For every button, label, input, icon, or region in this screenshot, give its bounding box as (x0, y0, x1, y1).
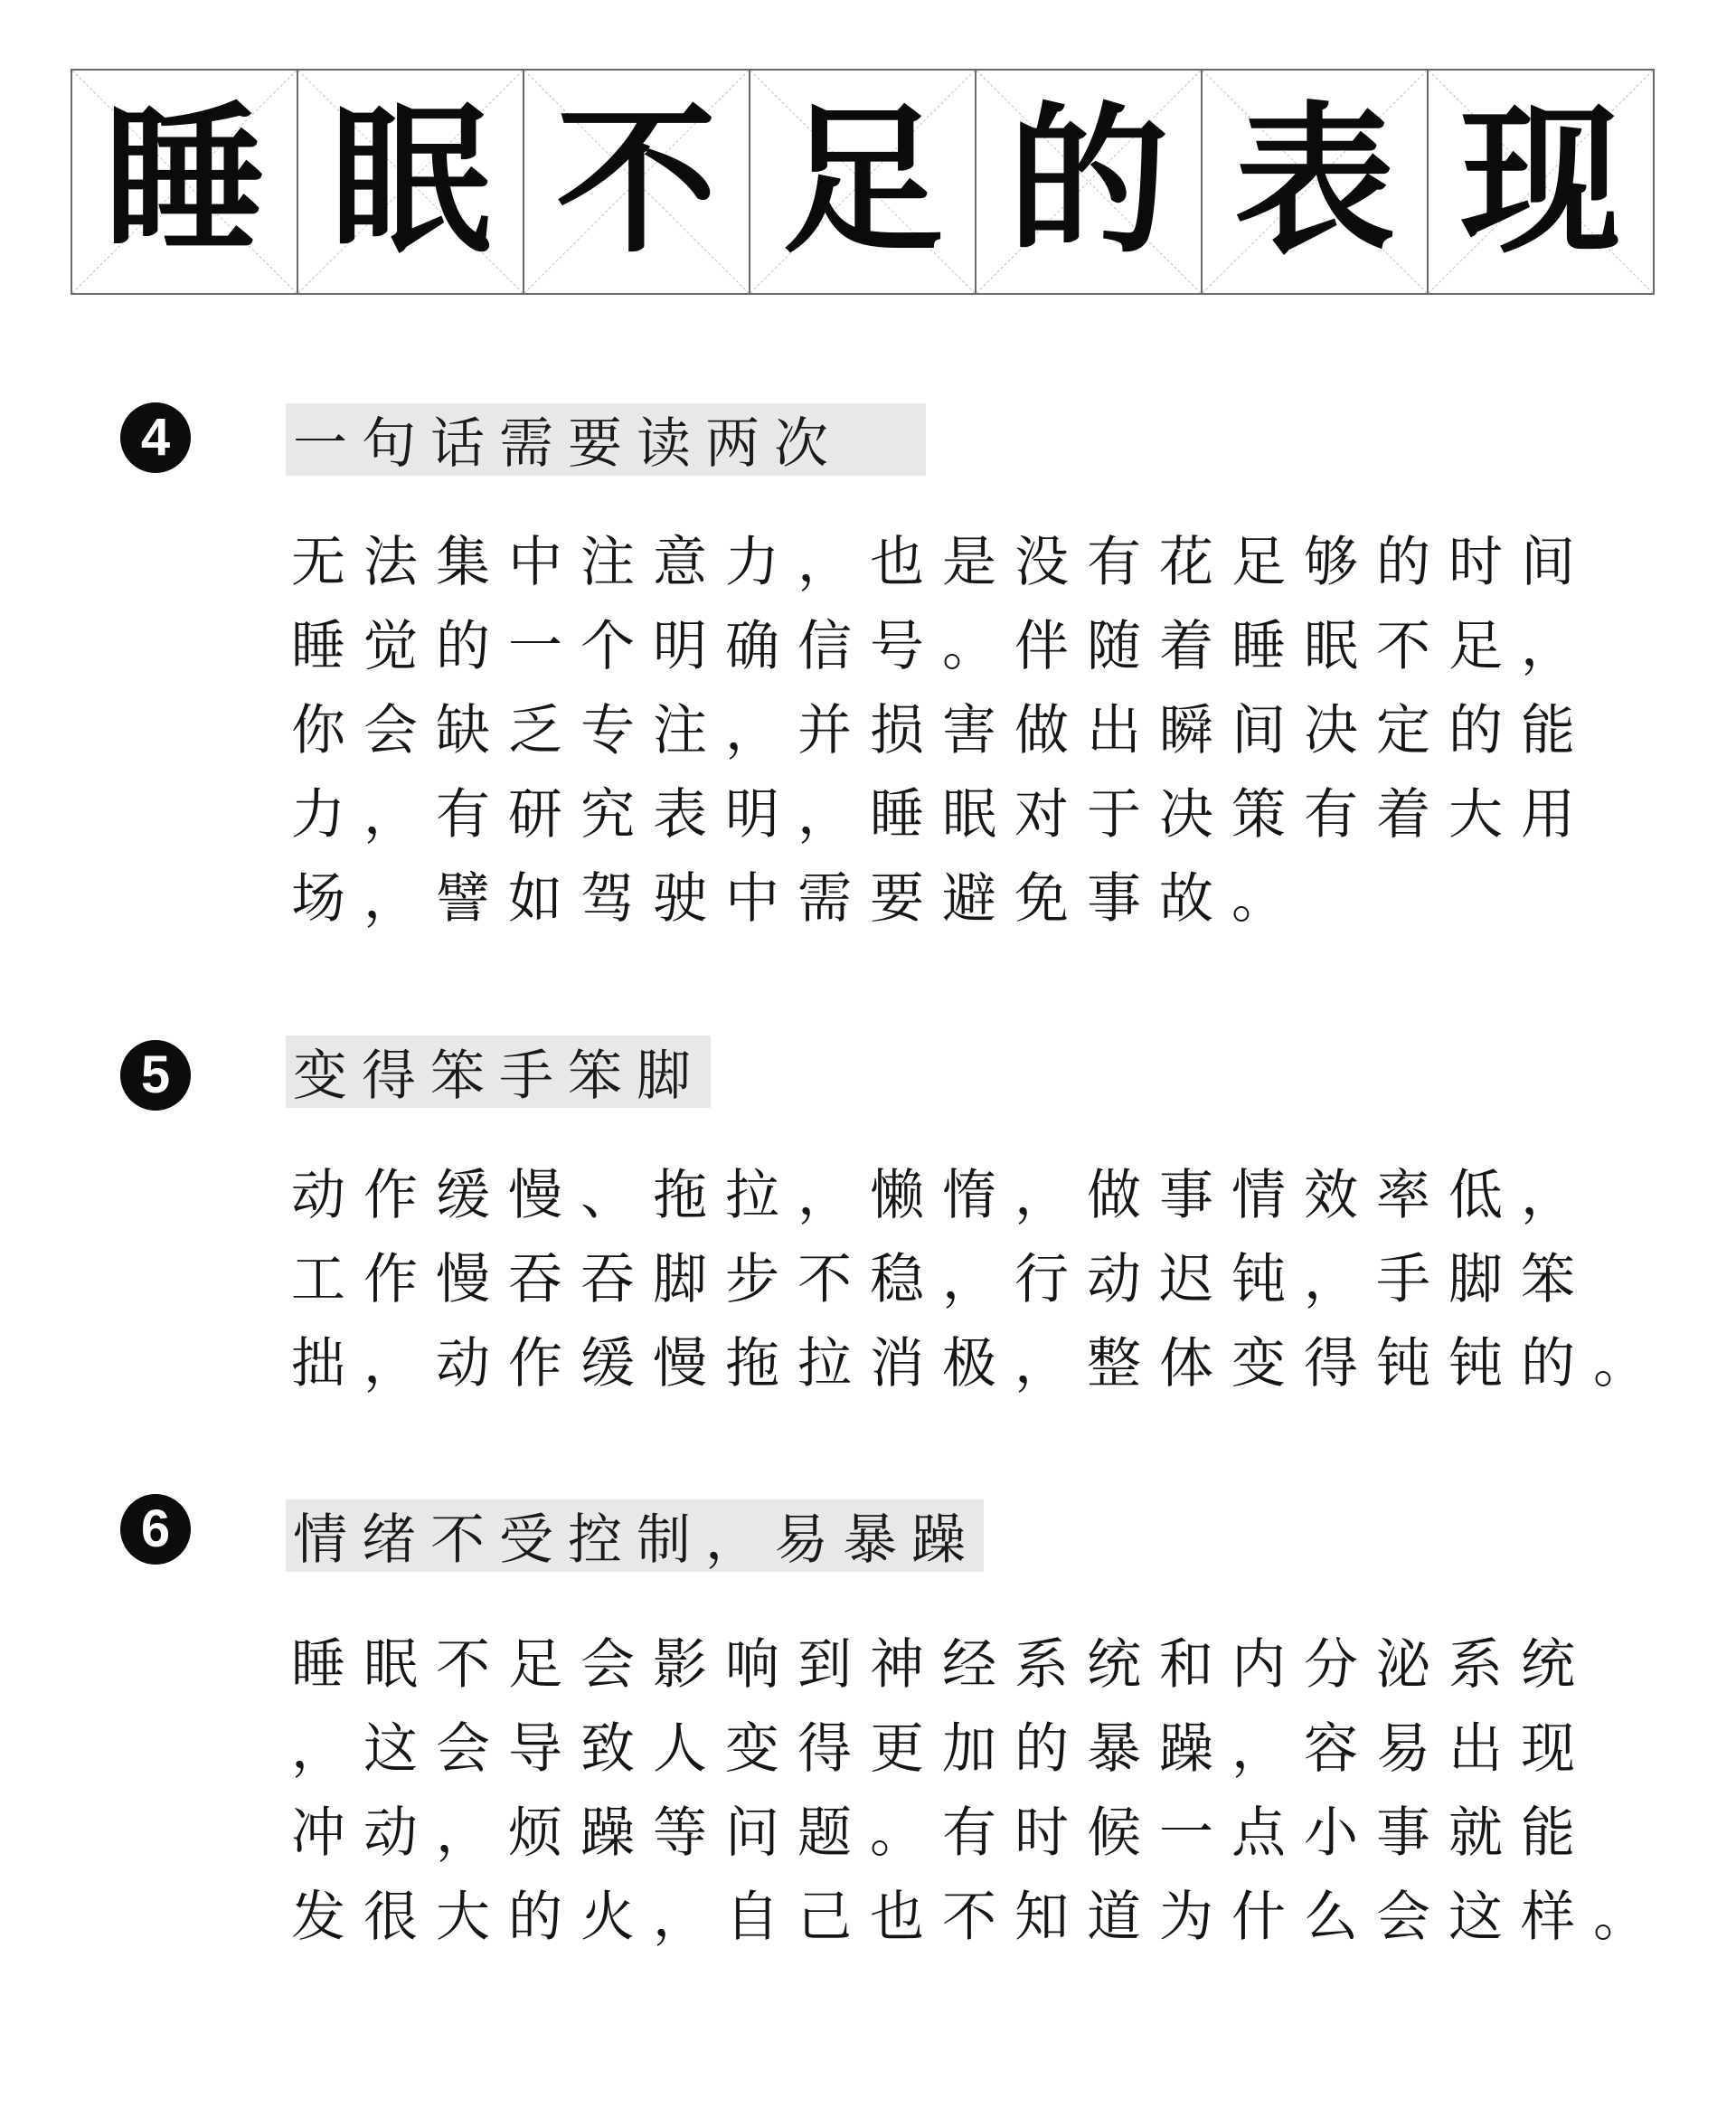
title-char: 现 (1460, 88, 1621, 275)
title-char: 表 (1234, 88, 1395, 275)
section-body (291, 521, 1593, 941)
title-char: 眠 (330, 88, 491, 275)
body-line: 动作缓慢、拖拉，懒惰，做事情效率低， (291, 1164, 1593, 1227)
body-line: 发很大的火，自己也不知道为什么会这样。 (291, 1886, 1665, 1949)
title-char: 不 (556, 88, 717, 275)
title-char: 足 (782, 88, 943, 275)
body-line: 力，有研究表明，睡眠对于决策有着大用 (291, 783, 1593, 846)
section-heading-text: 情绪不受控制，易暴躁 (293, 1508, 980, 1572)
title-grid (71, 69, 1655, 295)
title-cell (298, 71, 524, 293)
section-heading (286, 1499, 984, 1572)
body-line: 场，譬如驾驶中需要避免事故。 (291, 867, 1304, 931)
number-badge: 6 (120, 1494, 191, 1565)
number-badge: 5 (120, 1040, 191, 1111)
body-line: 睡眠不足会影响到神经系统和内分泌系统 (291, 1633, 1593, 1697)
title-char: 的 (1008, 88, 1169, 275)
title-cell (72, 71, 298, 293)
body-line: 无法集中注意力，也是没有花足够的时间 (291, 531, 1593, 594)
title-char: 睡 (104, 88, 265, 275)
body-line: ，这会导致人变得更加的暴躁，容易出现 (291, 1717, 1593, 1781)
section-heading (286, 1036, 711, 1108)
body-line: 工作慢吞吞脚步不稳，行动迟钝，手脚笨 (291, 1248, 1593, 1311)
section-heading-text: 变得笨手笨脚 (293, 1045, 705, 1108)
title-cell (976, 71, 1203, 293)
section-body (291, 1623, 1665, 1960)
body-line: 你会缺乏专注，并损害做出瞬间决定的能 (291, 699, 1593, 762)
title-cell (524, 71, 750, 293)
section-heading (286, 403, 926, 476)
section-heading-text: 一句话需要读两次 (293, 412, 843, 476)
title-cell (750, 71, 976, 293)
section-body (291, 1154, 1665, 1406)
number-badge: 4 (120, 402, 191, 473)
body-line: 拙，动作缓慢拖拉消极，整体变得钝钝的。 (291, 1332, 1665, 1395)
body-line: 睡觉的一个明确信号。伴随着睡眠不足， (291, 615, 1593, 678)
title-cell (1203, 71, 1429, 293)
title-cell (1429, 71, 1653, 293)
body-line: 冲动，烦躁等问题。有时候一点小事就能 (291, 1802, 1593, 1865)
